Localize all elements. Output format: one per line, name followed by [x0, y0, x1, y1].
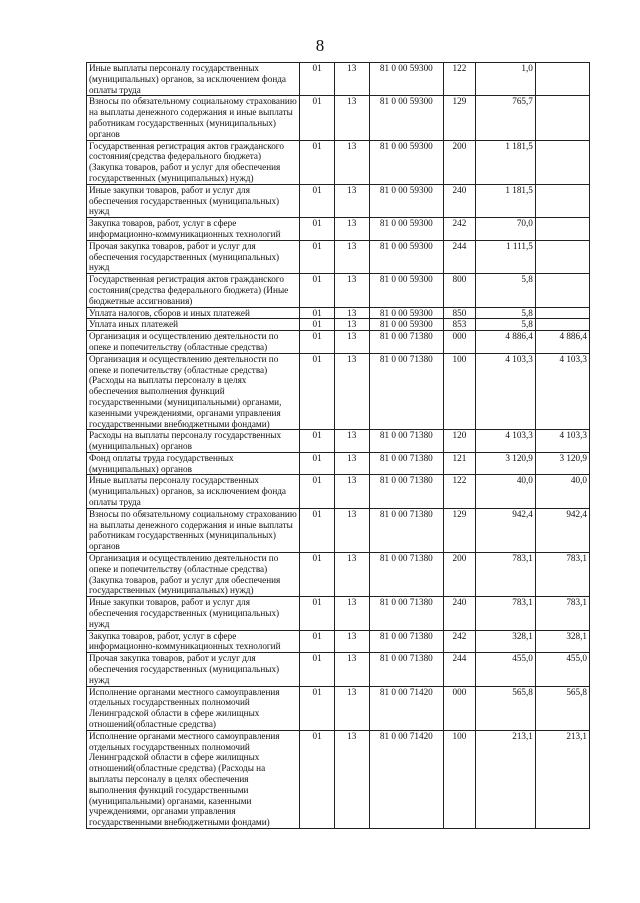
row-target-code: 81 0 00 59300 — [369, 307, 443, 319]
row-sum: 70,0 — [475, 218, 535, 241]
row-subvention: 4 103,3 — [535, 430, 589, 453]
table-row — [87, 508, 590, 552]
row-subvention — [535, 184, 589, 217]
row-name: Иные закупки товаров, работ и услуг для обеспечения государственных (муниципальных) нужд — [87, 597, 300, 630]
table-row — [87, 184, 590, 217]
row-name: Взносы по обязательному социальному страхованию на выплаты денежного содержания и иные выплаты работникам государственных (муниципальных) органов — [87, 508, 300, 552]
row-section: 01 — [300, 96, 335, 140]
table-row — [87, 452, 590, 475]
table-row — [87, 319, 590, 331]
row-target-code: 81 0 00 59300 — [369, 218, 443, 241]
row-subvention: 4 886,4 — [535, 331, 589, 354]
row-sum: 4 103,3 — [475, 353, 535, 430]
row-subsection: 13 — [334, 240, 369, 273]
table-row — [87, 553, 590, 597]
row-target-code: 81 0 00 71420 — [369, 686, 443, 730]
row-expense-type: 800 — [444, 274, 476, 307]
row-name: Закупка товаров, работ, услуг в сфере информационно-коммуникационных технологий — [87, 630, 300, 653]
row-expense-type: 240 — [444, 184, 476, 217]
row-subsection: 13 — [334, 553, 369, 597]
row-target-code: 81 0 00 59300 — [369, 63, 443, 96]
row-sum: 455,0 — [475, 653, 535, 686]
row-subsection: 13 — [334, 686, 369, 730]
row-target-code: 81 0 00 59300 — [369, 140, 443, 184]
row-expense-type: 122 — [444, 475, 476, 508]
table-row — [87, 63, 590, 96]
row-target-code: 81 0 00 71380 — [369, 553, 443, 597]
row-sum: 765,7 — [475, 96, 535, 140]
row-subsection: 13 — [334, 452, 369, 475]
row-subvention — [535, 240, 589, 273]
row-sum: 3 120,9 — [475, 452, 535, 475]
row-name: Закупка товаров, работ, услуг в сфере информационно-коммуникационных технологий — [87, 218, 300, 241]
table-row — [87, 274, 590, 307]
row-subsection: 13 — [334, 184, 369, 217]
table-row — [87, 140, 590, 184]
row-sum: 783,1 — [475, 597, 535, 630]
row-sum: 1 181,5 — [475, 140, 535, 184]
table-row — [87, 218, 590, 241]
row-expense-type: 242 — [444, 218, 476, 241]
row-subsection: 13 — [334, 331, 369, 354]
table-row — [87, 96, 590, 140]
row-sum: 213,1 — [475, 730, 535, 828]
row-expense-type: 122 — [444, 63, 476, 96]
row-name: Прочая закупка товаров, работ и услуг для обеспечения государственных (муниципальных) нужд — [87, 240, 300, 273]
row-sum: 1 111,5 — [475, 240, 535, 273]
table-row — [87, 475, 590, 508]
row-target-code: 81 0 00 71380 — [369, 653, 443, 686]
table-row — [87, 240, 590, 273]
row-target-code: 81 0 00 71380 — [369, 331, 443, 354]
row-expense-type: 129 — [444, 96, 476, 140]
row-subsection: 13 — [334, 307, 369, 319]
row-section: 01 — [300, 630, 335, 653]
row-subvention: 783,1 — [535, 597, 589, 630]
row-subsection: 13 — [334, 597, 369, 630]
table-row — [87, 597, 590, 630]
row-expense-type: 242 — [444, 630, 476, 653]
table-row — [87, 630, 590, 653]
row-expense-type: 000 — [444, 686, 476, 730]
row-target-code: 81 0 00 71380 — [369, 597, 443, 630]
row-sum: 942,4 — [475, 508, 535, 552]
row-sum: 1 181,5 — [475, 184, 535, 217]
row-subsection: 13 — [334, 475, 369, 508]
row-expense-type: 850 — [444, 307, 476, 319]
row-expense-type: 240 — [444, 597, 476, 630]
row-sum: 565,8 — [475, 686, 535, 730]
row-section: 01 — [300, 140, 335, 184]
row-subvention: 4 103,3 — [535, 353, 589, 430]
row-section: 01 — [300, 653, 335, 686]
table-row — [87, 430, 590, 453]
row-name: Организация и осуществлению деятельности по опеке и попечительству (областные средства) (Закупка товаров, работ и услуг для обеспечения государственных (муниципальных) нужд) — [87, 553, 300, 597]
row-expense-type: 200 — [444, 140, 476, 184]
row-section: 01 — [300, 307, 335, 319]
row-expense-type: 244 — [444, 653, 476, 686]
row-target-code: 81 0 00 59300 — [369, 274, 443, 307]
row-expense-type: 000 — [444, 331, 476, 354]
table-row — [87, 686, 590, 730]
row-target-code: 81 0 00 59300 — [369, 240, 443, 273]
budget-table-body — [87, 63, 590, 829]
row-name: Прочая закупка товаров, работ и услуг для обеспечения государственных (муниципальных) нужд — [87, 653, 300, 686]
row-name: Уплата налогов, сборов и иных платежей — [87, 307, 300, 319]
row-subvention: 783,1 — [535, 553, 589, 597]
row-subsection: 13 — [334, 319, 369, 331]
row-name: Иные закупки товаров, работ и услуг для обеспечения государственных (муниципальных) нужд — [87, 184, 300, 217]
row-target-code: 81 0 00 71380 — [369, 630, 443, 653]
row-sum: 4 103,3 — [475, 430, 535, 453]
row-expense-type: 100 — [444, 730, 476, 828]
row-expense-type: 853 — [444, 319, 476, 331]
row-name: Фонд оплаты труда государственных (муниципальных) органов — [87, 452, 300, 475]
row-subvention — [535, 63, 589, 96]
row-sum: 1,0 — [475, 63, 535, 96]
page-number: 8 — [315, 36, 325, 55]
row-subvention — [535, 307, 589, 319]
table-row — [87, 307, 590, 319]
row-name: Исполнение органами местного самоуправления отдельных государственных полномочий Ленинградской области в сфере жилищных отношений(областные средства) (Расходы на выплаты персоналу в целях обеспечения выполнения функций государственными (муниципальными) органами, казенными учреждениями, органами управления государственными внебюджетными фондами) — [87, 730, 300, 828]
row-subvention — [535, 274, 589, 307]
row-section: 01 — [300, 475, 335, 508]
row-section: 01 — [300, 331, 335, 354]
row-target-code: 81 0 00 71420 — [369, 730, 443, 828]
row-subvention: 565,8 — [535, 686, 589, 730]
row-sum: 783,1 — [475, 553, 535, 597]
table-row — [87, 353, 590, 430]
row-subvention: 942,4 — [535, 508, 589, 552]
row-name: Взносы по обязательному социальному страхованию на выплаты денежного содержания и иные выплаты работникам государственных (муниципальных) органов — [87, 96, 300, 140]
row-subsection: 13 — [334, 630, 369, 653]
row-subvention: 3 120,9 — [535, 452, 589, 475]
row-section: 01 — [300, 452, 335, 475]
row-section: 01 — [300, 274, 335, 307]
row-section: 01 — [300, 686, 335, 730]
row-section: 01 — [300, 430, 335, 453]
row-subsection: 13 — [334, 140, 369, 184]
row-name: Государственная регистрация актов гражданского состояния(средства федерального бюджета) (Закупка товаров, работ и услуг для обеспечения государственных (муниципальных) нужд) — [87, 140, 300, 184]
row-section: 01 — [300, 63, 335, 96]
row-section: 01 — [300, 597, 335, 630]
row-name: Организация и осуществлению деятельности по опеке и попечительству (областные средства) (Расходы на выплаты персоналу в целях обеспечения выполнения функций государственными (муниципальными) органами, казенными учреждениями, органами управления государственными внебюджетными фондами) — [87, 353, 300, 430]
row-sum: 328,1 — [475, 630, 535, 653]
row-section: 01 — [300, 508, 335, 552]
row-section: 01 — [300, 240, 335, 273]
row-subsection: 13 — [334, 218, 369, 241]
row-subsection: 13 — [334, 508, 369, 552]
row-target-code: 81 0 00 71380 — [369, 475, 443, 508]
row-section: 01 — [300, 319, 335, 331]
row-sum: 5,8 — [475, 319, 535, 331]
row-subsection: 13 — [334, 274, 369, 307]
row-target-code: 81 0 00 59300 — [369, 319, 443, 331]
row-subsection: 13 — [334, 730, 369, 828]
row-section: 01 — [300, 218, 335, 241]
row-subsection: 13 — [334, 96, 369, 140]
table-row — [87, 331, 590, 354]
row-name: Государственная регистрация актов гражданского состояния(средства федерального бюджета) (Иные бюджетные ассигнования) — [87, 274, 300, 307]
table-row — [87, 730, 590, 828]
row-expense-type: 120 — [444, 430, 476, 453]
row-section: 01 — [300, 353, 335, 430]
row-name: Уплата иных платежей — [87, 319, 300, 331]
row-subvention: 455,0 — [535, 653, 589, 686]
row-expense-type: 121 — [444, 452, 476, 475]
row-subsection: 13 — [334, 353, 369, 430]
row-subvention — [535, 96, 589, 140]
row-subsection: 13 — [334, 430, 369, 453]
row-subvention: 40,0 — [535, 475, 589, 508]
table-row — [87, 653, 590, 686]
row-target-code: 81 0 00 59300 — [369, 96, 443, 140]
row-target-code: 81 0 00 71380 — [369, 452, 443, 475]
row-sum: 5,8 — [475, 274, 535, 307]
row-target-code: 81 0 00 71380 — [369, 430, 443, 453]
row-name: Исполнение органами местного самоуправления отдельных государственных полномочий Ленинградской области в сфере жилищных отношений(областные средства) — [87, 686, 300, 730]
row-subsection: 13 — [334, 63, 369, 96]
row-target-code: 81 0 00 59300 — [369, 184, 443, 217]
row-expense-type: 129 — [444, 508, 476, 552]
row-target-code: 81 0 00 71380 — [369, 508, 443, 552]
row-target-code: 81 0 00 71380 — [369, 353, 443, 430]
budget-table — [86, 62, 590, 829]
row-subvention — [535, 218, 589, 241]
row-sum: 4 886,4 — [475, 331, 535, 354]
row-name: Расходы на выплаты персоналу государственных (муниципальных) органов — [87, 430, 300, 453]
row-subsection: 13 — [334, 653, 369, 686]
row-section: 01 — [300, 553, 335, 597]
row-sum: 5,8 — [475, 307, 535, 319]
row-subvention: 213,1 — [535, 730, 589, 828]
row-subvention — [535, 140, 589, 184]
row-name: Иные выплаты персоналу государственных (муниципальных) органов, за исключением фонда оплаты труда — [87, 63, 300, 96]
row-name: Организация и осуществлению деятельности по опеке и попечительству (областные средства) — [87, 331, 300, 354]
row-section: 01 — [300, 184, 335, 217]
row-section: 01 — [300, 730, 335, 828]
row-expense-type: 100 — [444, 353, 476, 430]
row-subvention — [535, 319, 589, 331]
row-name: Иные выплаты персоналу государственных (муниципальных) органов, за исключением фонда оплаты труда — [87, 475, 300, 508]
row-subvention: 328,1 — [535, 630, 589, 653]
row-expense-type: 200 — [444, 553, 476, 597]
row-expense-type: 244 — [444, 240, 476, 273]
row-sum: 40,0 — [475, 475, 535, 508]
